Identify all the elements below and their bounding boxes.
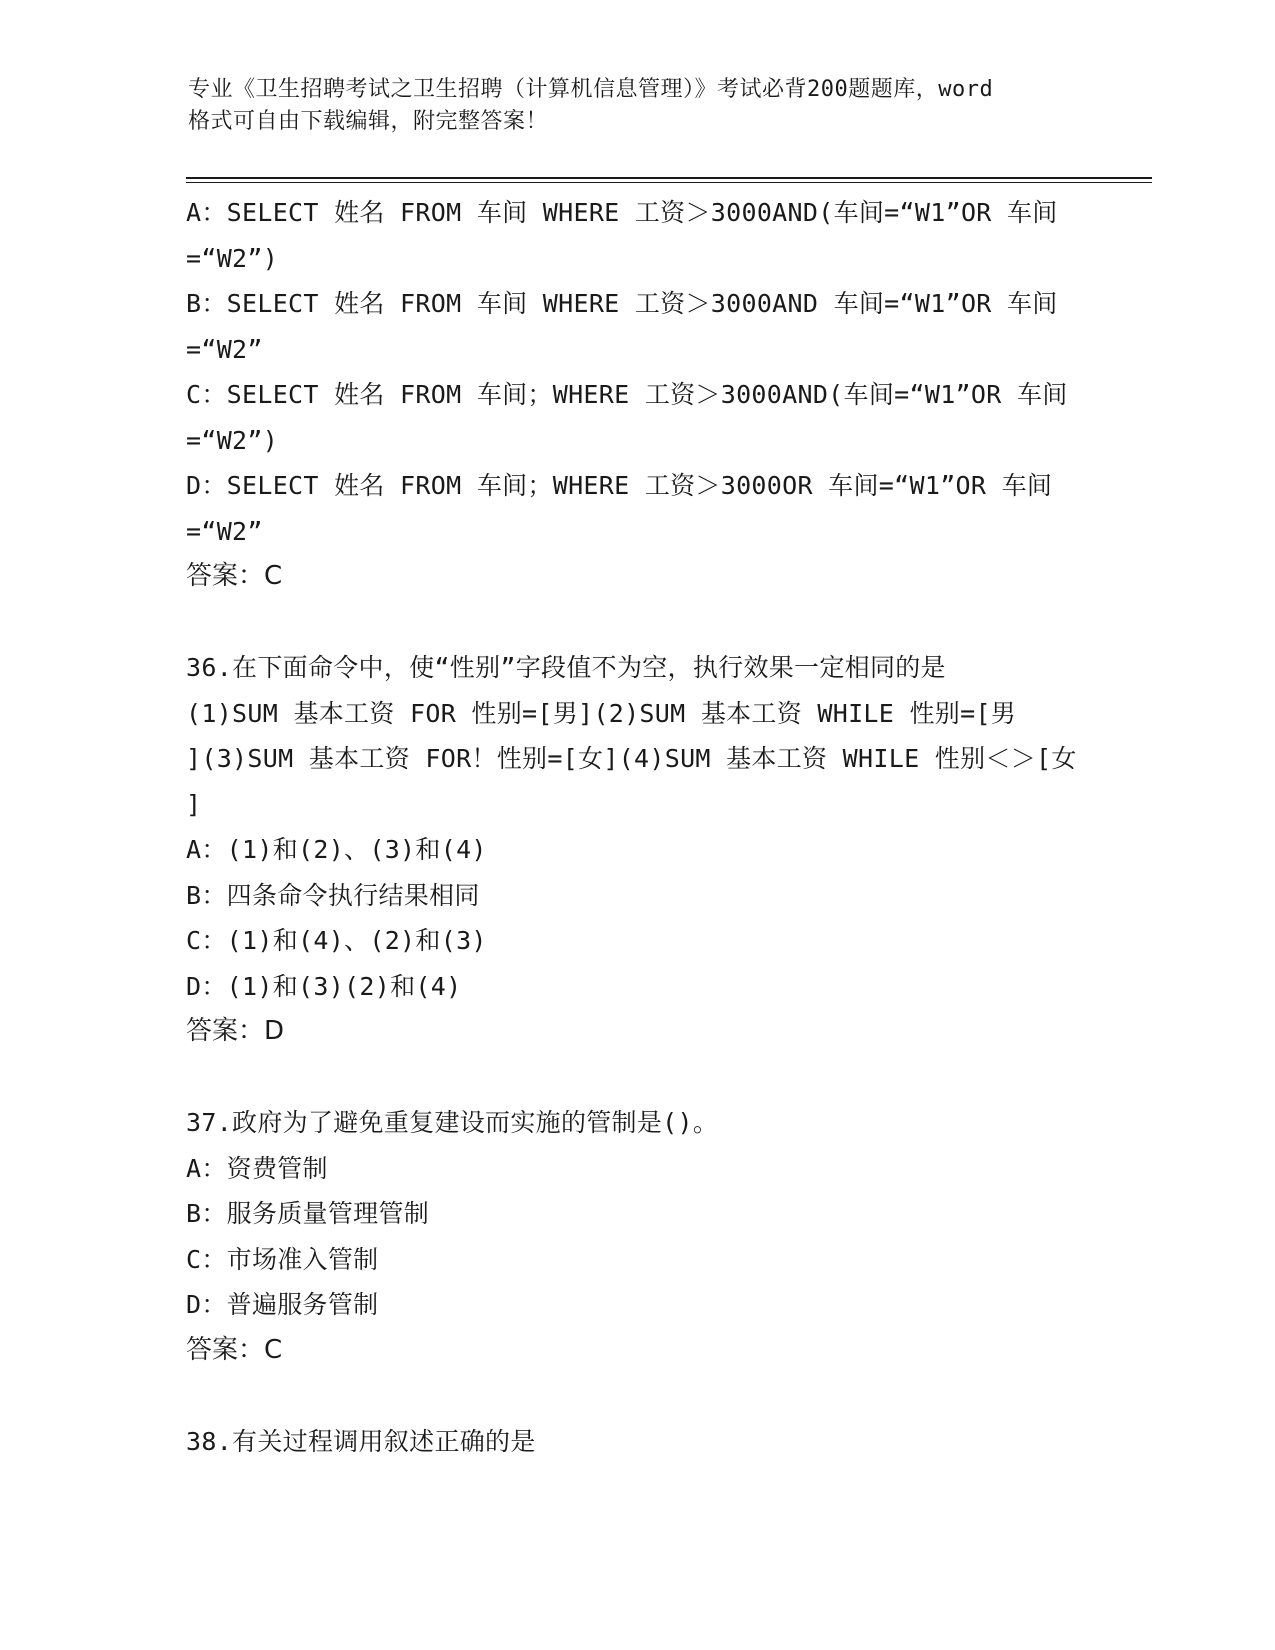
option-d: D：普遍服务管制 — [186, 1290, 379, 1319]
question-36 — [186, 645, 1086, 1055]
option-a — [186, 190, 1086, 281]
question-stem: 38.有关过程调用叙述正确的是 — [186, 1426, 536, 1456]
answer-label: 答案：D — [186, 1016, 285, 1046]
question-stem-line: (1)SUM 基本工资 FOR 性别=[男](2)SUM 基本工资 WHILE 性别=[男 — [186, 698, 1017, 728]
question-stem-line: ] — [186, 789, 202, 819]
option-b: B：四条命令执行结果相同 — [186, 880, 480, 910]
header-title-line-1: 专业《卫生招聘考试之卫生招聘（计算机信息管理）》考试必背200题题库，word — [188, 77, 994, 102]
spacer — [186, 1373, 1086, 1419]
answer-label: 答案：C — [186, 561, 283, 591]
question-37 — [186, 1100, 1086, 1373]
option-line: =“W2” — [186, 334, 263, 364]
document-header — [188, 74, 1088, 138]
option-line: A：SELECT 姓名 FROM 车间 WHERE 工资＞3000AND(车间=“W1”OR 车间 — [186, 198, 1058, 227]
header-divider-thick — [186, 177, 1152, 179]
option-a: A：(1)和(2)、(3)和(4) — [186, 835, 487, 864]
question-stem-line: 36.在下面命令中，使“性别”字段值不为空，执行效果一定相同的是 — [186, 653, 946, 682]
answer-label: 答案：C — [186, 1334, 283, 1365]
option-c — [186, 372, 1086, 463]
document-content — [186, 190, 1086, 1464]
question-stem-line: ](3)SUM 基本工资 FOR！性别=[女](4)SUM 基本工资 WHILE 性别＜＞[女 — [186, 744, 1077, 773]
header-title-line-2: 格式可自由下载编辑，附完整答案！ — [188, 109, 549, 134]
header-divider-thin — [186, 182, 1152, 183]
option-line: B：SELECT 姓名 FROM 车间 WHERE 工资＞3000AND 车间=“W1”OR 车间 — [186, 289, 1058, 318]
option-line: D：SELECT 姓名 FROM 车间；WHERE 工资＞3000OR 车间=“W1”OR 车间 — [186, 471, 1053, 500]
option-b — [186, 281, 1086, 372]
spacer — [186, 600, 1086, 646]
option-a: A：资费管制 — [186, 1153, 328, 1183]
option-c: C：市场准入管制 — [186, 1244, 379, 1274]
question-38 — [186, 1419, 1086, 1465]
question-35 — [186, 190, 1086, 600]
option-line: =“W2”) — [186, 425, 279, 455]
option-line: C：SELECT 姓名 FROM 车间；WHERE 工资＞3000AND(车间=“W1”OR 车间 — [186, 380, 1068, 409]
option-c: C：(1)和(4)、(2)和(3) — [186, 926, 487, 955]
option-d — [186, 463, 1086, 554]
question-stem: 37.政府为了避免重复建设而实施的管制是()。 — [186, 1108, 719, 1137]
spacer — [186, 1055, 1086, 1101]
option-b: B：服务质量管理管制 — [186, 1199, 430, 1228]
option-line: =“W2” — [186, 516, 263, 546]
option-d: D：(1)和(3)(2)和(4) — [186, 971, 462, 1001]
option-line: =“W2”) — [186, 243, 279, 273]
